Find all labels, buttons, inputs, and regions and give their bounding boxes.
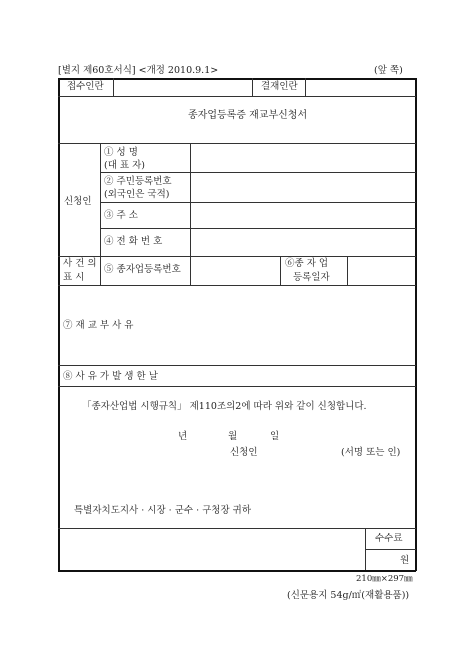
month-label: 월 [228,431,238,442]
paper-size: 210㎜×297㎜ [356,574,413,584]
year-label: 년 [178,431,188,442]
application-statement: 「종자산업법 시행규칙」 제110조의2에 따라 위와 같이 신청합니다. [82,401,367,412]
form-reference: [별지 제60호서식] <개정 2010.9.1> [58,65,219,76]
signer-label: 신청인 [230,447,258,458]
signature-label: (서명 또는 인) [341,447,401,458]
phone-label: ④ 전 화 번 호 [104,236,163,247]
approval-label: 결재인란 [261,81,298,92]
registration-number-label: ⑤ 종자업등록번호 [104,264,181,275]
matter-group-label-2: 표 시 [63,272,85,283]
registration-date-label: ⑥종 자 업 [285,258,329,269]
addressee: 특별자치도지사 · 시장 · 군수 · 구청장 귀하 [74,505,252,516]
fee-unit: 원 [400,555,410,566]
address-label: ③ 주 소 [104,210,138,221]
registration-date-label-2: 등록일자 [293,272,330,283]
receipt-label: 접수인란 [67,81,104,92]
resident-number-label: ② 주민등록번호 [104,176,172,187]
reissue-reason-label: ⑦ 재 교 부 사 유 [63,320,134,331]
page-side-label: (앞 쪽) [374,65,403,76]
paper-spec: (신문용지 54g/㎡(재활용품)) [287,590,410,601]
matter-group-label: 사 건 의 [63,258,97,269]
form-title: 종자업등록증 재교부신청서 [188,110,308,121]
day-label: 일 [270,431,280,442]
reason-date-label: ⑧ 사 유 가 발 생 한 날 [63,371,158,382]
fee-label: 수수료 [375,533,403,544]
nationality-label: (외국인은 국적) [104,189,170,200]
representative-label: (대 표 자) [104,160,145,171]
name-label: ① 성 명 [104,147,138,158]
applicant-group-label: 신청인 [64,196,92,207]
